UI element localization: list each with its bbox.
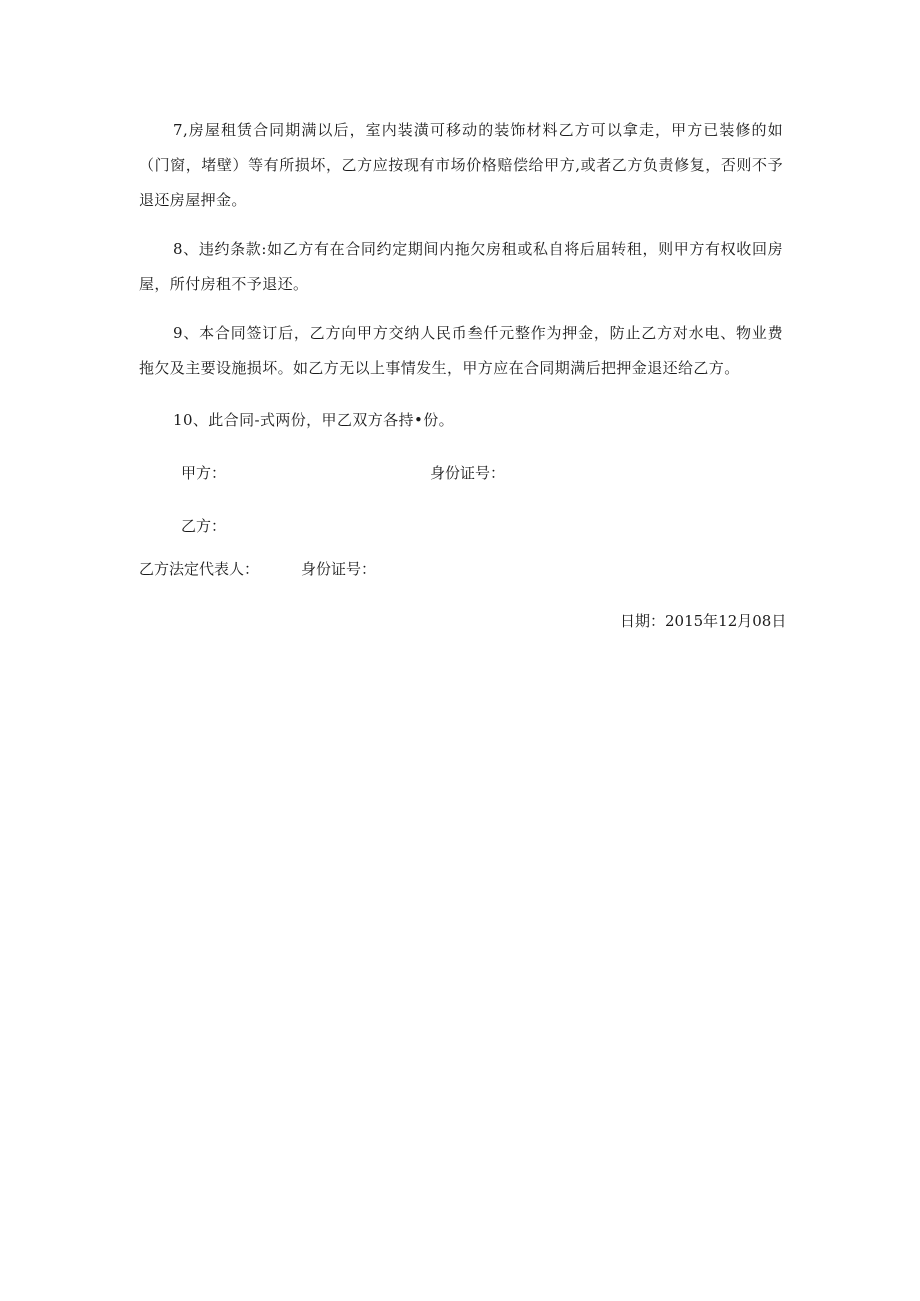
party-b-representative-label: 乙方法定代表人：: [139, 560, 260, 578]
party-b-representative-id-label: 身份证号：: [301, 560, 377, 578]
party-a-id-label: 身份证号：: [430, 464, 506, 482]
clause-9: 9、本合同签订后，乙方向甲方交纳人民币叁仟元整作为押金，防止乙方对水电、物业费拖欠及主要设施损坏。如乙方无以上事情发生，甲方应在合同期满后把押金退还给乙方。: [139, 324, 783, 377]
party-a-label: 甲方：: [181, 464, 227, 482]
party-b-label: 乙方：: [181, 517, 227, 535]
clause-8: 8、违约条款:如乙方有在合同约定期间内拖欠房租或私自将后届转租，则甲方有权收回房屋，所付房租不予退还。: [139, 240, 783, 293]
contract-date: 日期：2015年12月08日: [620, 612, 787, 630]
clause-7: 7,房屋租赁合同期满以后，室内装潢可移动的装饰材料乙方可以拿走，甲方已装修的如（门窗，堵壁）等有所损坏，乙方应按现有市场价格赔偿给甲方,或者乙方负责修复，否则不予退还房屋押金。: [139, 121, 783, 209]
clause-10: 10、此合同-式两份，甲乙双方各持•份。: [173, 411, 455, 429]
